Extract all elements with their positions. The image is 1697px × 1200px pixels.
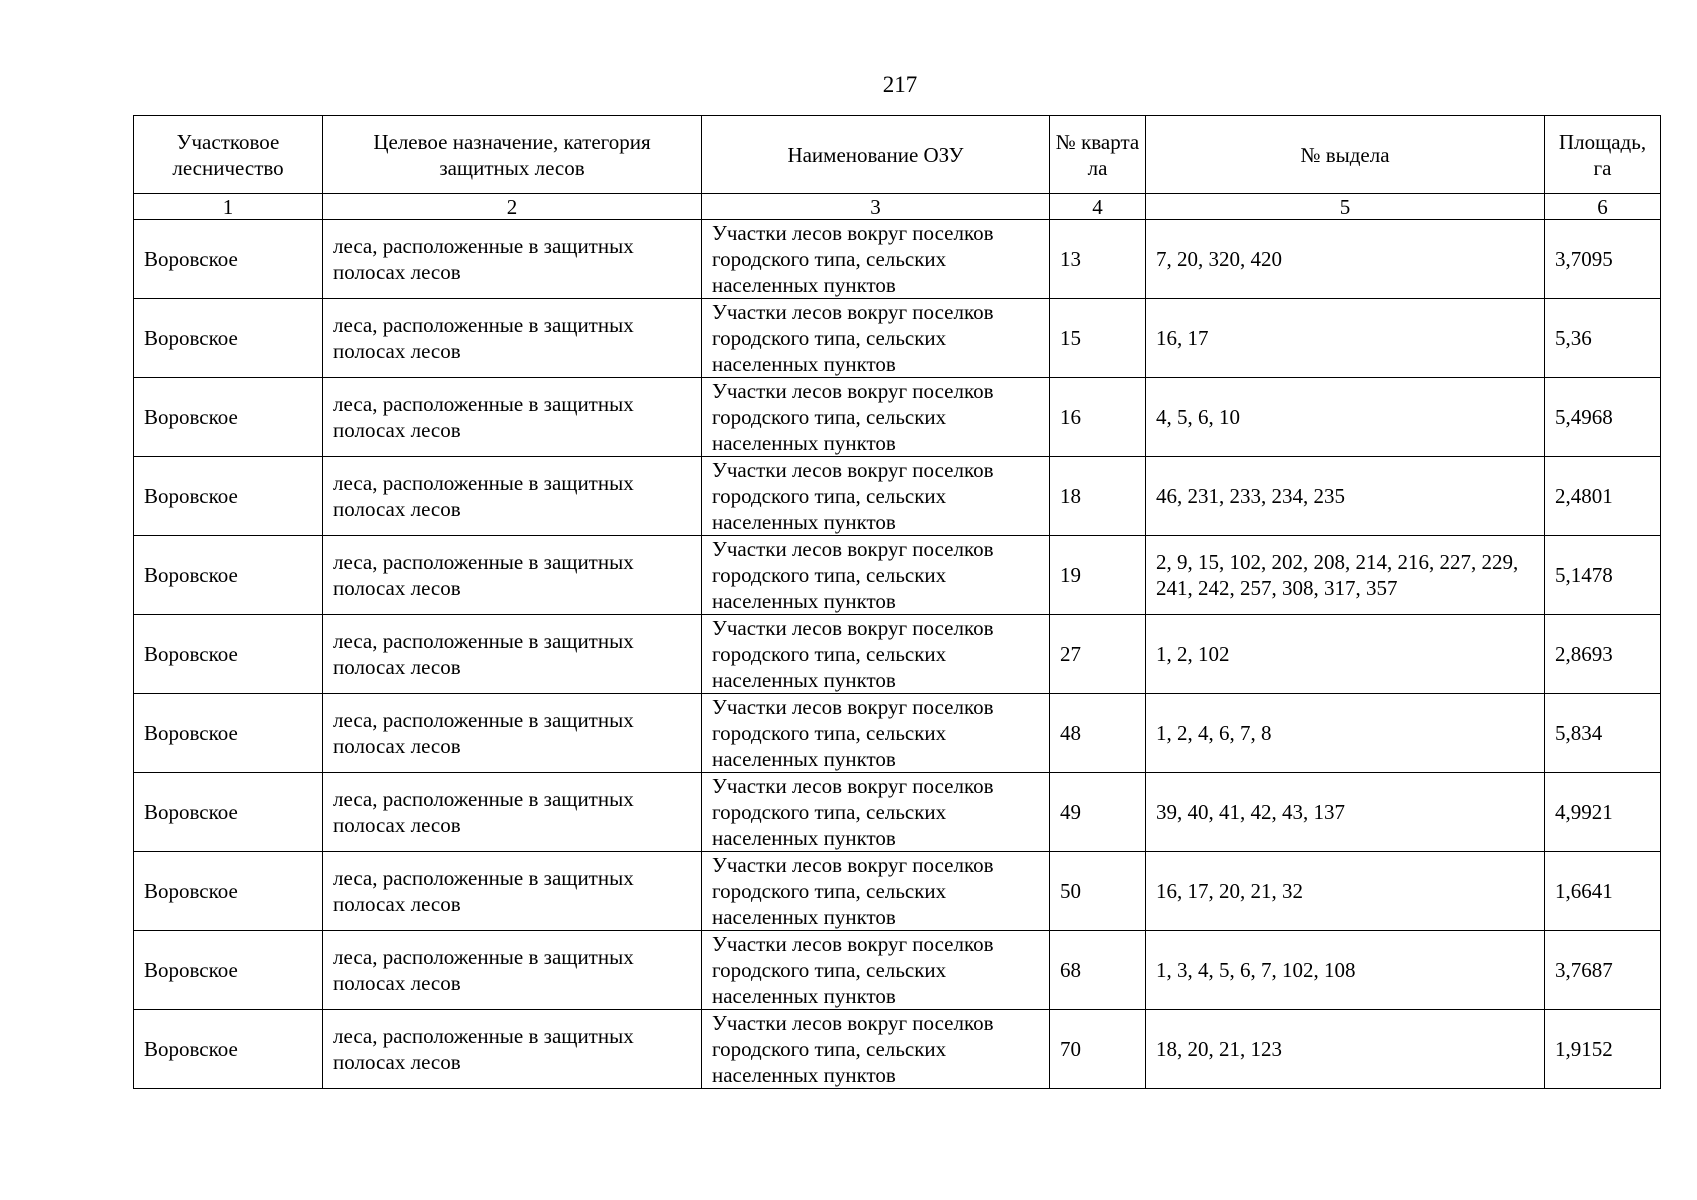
- cell-ozu-name: Участки лесов вокруг поселков городского типа, сельских населенных пунктов: [702, 378, 1050, 457]
- cell-allotments: 1, 3, 4, 5, 6, 7, 102, 108: [1146, 931, 1545, 1010]
- cell-purpose-category: леса, расположенные в защитных полосах лесов: [323, 615, 702, 694]
- column-number: 2: [323, 194, 702, 220]
- forest-register-table: [133, 115, 1661, 1089]
- cell-allotments: 46, 231, 233, 234, 235: [1146, 457, 1545, 536]
- cell-purpose-category: леса, расположенные в защитных полосах лесов: [323, 773, 702, 852]
- cell-allotments: 16, 17, 20, 21, 32: [1146, 852, 1545, 931]
- cell-forestry: Воровское: [134, 615, 323, 694]
- cell-allotments: 7, 20, 320, 420: [1146, 220, 1545, 299]
- cell-ozu-name: Участки лесов вокруг поселков городского типа, сельских населенных пунктов: [702, 299, 1050, 378]
- cell-forestry: Воровское: [134, 773, 323, 852]
- cell-area: 5,36: [1545, 299, 1661, 378]
- cell-ozu-name: Участки лесов вокруг поселков городского типа, сельских населенных пунктов: [702, 852, 1050, 931]
- cell-area: 1,9152: [1545, 1010, 1661, 1089]
- table-row: [134, 378, 1661, 457]
- cell-forestry: Воровское: [134, 536, 323, 615]
- cell-allotments: 18, 20, 21, 123: [1146, 1010, 1545, 1089]
- cell-ozu-name: Участки лесов вокруг поселков городского типа, сельских населенных пунктов: [702, 457, 1050, 536]
- cell-quarter: 68: [1050, 931, 1146, 1010]
- cell-quarter: 70: [1050, 1010, 1146, 1089]
- table-row: [134, 931, 1661, 1010]
- cell-forestry: Воровское: [134, 299, 323, 378]
- cell-area: 2,8693: [1545, 615, 1661, 694]
- cell-forestry: Воровское: [134, 378, 323, 457]
- cell-forestry: Воровское: [134, 931, 323, 1010]
- cell-quarter: 48: [1050, 694, 1146, 773]
- column-number-row: [134, 194, 1661, 220]
- cell-allotments: 1, 2, 102: [1146, 615, 1545, 694]
- table-row: [134, 299, 1661, 378]
- cell-area: 5,4968: [1545, 378, 1661, 457]
- cell-ozu-name: Участки лесов вокруг поселков городского типа, сельских населенных пунктов: [702, 536, 1050, 615]
- column-number: 5: [1146, 194, 1545, 220]
- cell-quarter: 50: [1050, 852, 1146, 931]
- header-purpose-category: Целевое назначение, категория защитных лесов: [323, 116, 702, 194]
- cell-quarter: 15: [1050, 299, 1146, 378]
- cell-purpose-category: леса, расположенные в защитных полосах лесов: [323, 694, 702, 773]
- table-row: [134, 852, 1661, 931]
- cell-purpose-category: леса, расположенные в защитных полосах лесов: [323, 1010, 702, 1089]
- table-row: [134, 220, 1661, 299]
- cell-allotments: 1, 2, 4, 6, 7, 8: [1146, 694, 1545, 773]
- cell-area: 2,4801: [1545, 457, 1661, 536]
- cell-allotments: 4, 5, 6, 10: [1146, 378, 1545, 457]
- header-allotment-number: № выдела: [1146, 116, 1545, 194]
- cell-ozu-name: Участки лесов вокруг поселков городского типа, сельских населенных пунктов: [702, 615, 1050, 694]
- cell-quarter: 49: [1050, 773, 1146, 852]
- column-number: 1: [134, 194, 323, 220]
- cell-quarter: 16: [1050, 378, 1146, 457]
- cell-allotments: 39, 40, 41, 42, 43, 137: [1146, 773, 1545, 852]
- cell-purpose-category: леса, расположенные в защитных полосах лесов: [323, 299, 702, 378]
- page-number: 217: [882, 72, 918, 97]
- table-row: [134, 615, 1661, 694]
- cell-area: 5,1478: [1545, 536, 1661, 615]
- cell-ozu-name: Участки лесов вокруг поселков городского типа, сельских населенных пунктов: [702, 931, 1050, 1010]
- cell-purpose-category: леса, расположенные в защитных полосах лесов: [323, 536, 702, 615]
- cell-area: 4,9921: [1545, 773, 1661, 852]
- cell-forestry: Воровское: [134, 852, 323, 931]
- table-header-row: [134, 116, 1661, 194]
- cell-quarter: 18: [1050, 457, 1146, 536]
- header-quarter-number: № квартала: [1050, 116, 1146, 194]
- cell-ozu-name: Участки лесов вокруг поселков городского типа, сельских населенных пунктов: [702, 220, 1050, 299]
- cell-forestry: Воровское: [134, 1010, 323, 1089]
- table-body: [134, 220, 1661, 1089]
- cell-purpose-category: леса, расположенные в защитных полосах лесов: [323, 931, 702, 1010]
- cell-forestry: Воровское: [134, 694, 323, 773]
- cell-area: 5,834: [1545, 694, 1661, 773]
- table-row: [134, 773, 1661, 852]
- column-number: 3: [702, 194, 1050, 220]
- cell-ozu-name: Участки лесов вокруг поселков городского типа, сельских населенных пунктов: [702, 1010, 1050, 1089]
- cell-purpose-category: леса, расположенные в защитных полосах лесов: [323, 457, 702, 536]
- cell-forestry: Воровское: [134, 220, 323, 299]
- column-number: 6: [1545, 194, 1661, 220]
- cell-ozu-name: Участки лесов вокруг поселков городского типа, сельских населенных пунктов: [702, 694, 1050, 773]
- cell-forestry: Воровское: [134, 457, 323, 536]
- header-area: Площадь, га: [1545, 116, 1661, 194]
- cell-quarter: 19: [1050, 536, 1146, 615]
- cell-allotments: 2, 9, 15, 102, 202, 208, 214, 216, 227, 229, 241, 242, 257, 308, 317, 357: [1146, 536, 1545, 615]
- cell-purpose-category: леса, расположенные в защитных полосах лесов: [323, 378, 702, 457]
- cell-purpose-category: леса, расположенные в защитных полосах лесов: [323, 220, 702, 299]
- header-ozu-name: Наименование ОЗУ: [702, 116, 1050, 194]
- header-forestry: Участковое лесничество: [134, 116, 323, 194]
- cell-quarter: 13: [1050, 220, 1146, 299]
- table-row: [134, 536, 1661, 615]
- cell-quarter: 27: [1050, 615, 1146, 694]
- table-row: [134, 1010, 1661, 1089]
- cell-purpose-category: леса, расположенные в защитных полосах лесов: [323, 852, 702, 931]
- cell-area: 3,7687: [1545, 931, 1661, 1010]
- table-row: [134, 457, 1661, 536]
- cell-ozu-name: Участки лесов вокруг поселков городского типа, сельских населенных пунктов: [702, 773, 1050, 852]
- cell-area: 1,6641: [1545, 852, 1661, 931]
- cell-area: 3,7095: [1545, 220, 1661, 299]
- table-row: [134, 694, 1661, 773]
- cell-allotments: 16, 17: [1146, 299, 1545, 378]
- column-number: 4: [1050, 194, 1146, 220]
